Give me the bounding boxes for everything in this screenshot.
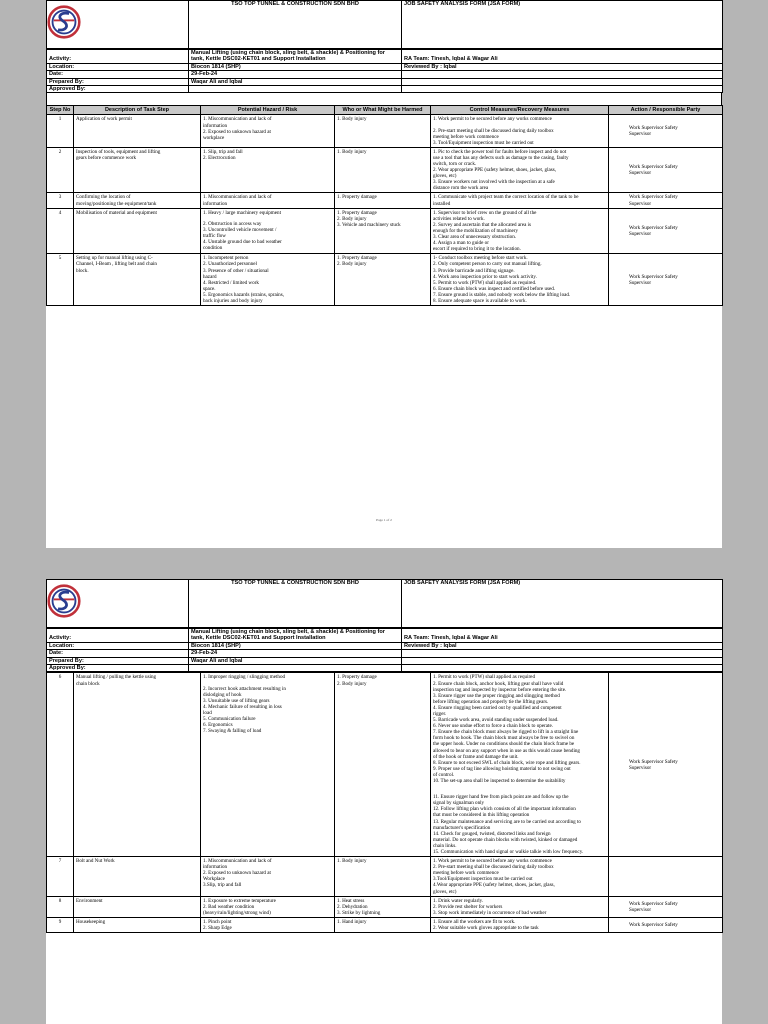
step-number: 5 xyxy=(47,254,74,306)
cell-line: dislodging of hook xyxy=(203,691,242,698)
cell-harmed xyxy=(335,917,431,932)
cell-task xyxy=(74,896,201,917)
prepared-label: Prepared By: xyxy=(47,657,189,664)
cell-line: Supervisor xyxy=(629,230,652,237)
cell-line: 4. Restricted / limited work xyxy=(203,279,259,286)
cell-line: 1. Body injury xyxy=(337,858,367,865)
cell-line: space. xyxy=(203,285,216,292)
cell-line: 1. Heavy / large machinery equipment xyxy=(203,209,281,216)
cell-action xyxy=(609,115,723,147)
col-harmed: Who or What Might be Harmed xyxy=(335,106,431,115)
cell-line: 5. Communication failure xyxy=(203,716,256,722)
cell-line: 2. Body injury xyxy=(337,215,367,222)
cell-line: 13. Regular maintenance and servicing are to be carried out according to xyxy=(433,818,581,825)
cell-line: 5. Ergonomics hazards (strains, sprains, xyxy=(203,291,284,298)
cell-line: 4. Assign a man to guide or xyxy=(433,240,489,247)
page-footer: Page 1 of 2 xyxy=(376,518,392,522)
cell-action xyxy=(609,208,723,254)
jsa-info-table xyxy=(46,49,723,93)
cell-hazard xyxy=(201,115,335,147)
cell-harmed xyxy=(335,857,431,897)
cell-line: that must be considered in this lifting operation xyxy=(433,812,530,819)
cell-line: 1. Property damage xyxy=(337,209,377,216)
cell-line: 2. Only competent person to carry out manual lifting. xyxy=(433,261,542,268)
cell-line: Supervisor xyxy=(629,200,652,207)
cell-line: 1. Incompetent person xyxy=(203,255,249,262)
step-number: 8 xyxy=(47,896,74,917)
cell-line: 1. Property damage xyxy=(337,194,377,201)
cell-line: escort if required to bring it to the location. xyxy=(433,246,521,253)
cell-line: 1. Work permit to be secured before any works commence xyxy=(433,858,552,865)
cell-action xyxy=(609,857,723,897)
cell-hazard xyxy=(201,147,335,193)
step-number: 9 xyxy=(47,917,74,932)
jsa-header-table xyxy=(46,0,723,49)
cell-line: distance rom the work area xyxy=(433,185,489,192)
cell-control xyxy=(431,917,609,932)
table-row xyxy=(47,147,723,193)
cell-line: 3. Vehicle and machinery stuck xyxy=(337,221,401,228)
table-row xyxy=(47,193,723,208)
cell-hazard xyxy=(201,917,335,932)
cell-line: 2. Pre-start meeting shall be discussed during daily toolbox xyxy=(433,864,554,871)
cell-line: 1. Slip, trip and fall xyxy=(203,148,243,155)
cell-line: Channel, I-Beam , lifting belt and chain xyxy=(76,261,157,268)
cell-line: 15. Communication with hand signal or walkie talkie with low frequency. xyxy=(433,848,584,855)
cell-line: Supervisor xyxy=(629,764,652,771)
jsa-header-table-p2 xyxy=(46,579,723,628)
col-action: Action / Responsible Party xyxy=(609,106,723,115)
cell-line: 3. Stop work immediately in occurrence of bad weather xyxy=(433,909,547,916)
cell-line: Supervisor xyxy=(629,906,652,913)
cell-line: switch, torn or crack. xyxy=(433,161,477,167)
cell-control xyxy=(431,115,609,147)
cell-task xyxy=(74,917,201,932)
col-control: Control Measures/Recovery Measures xyxy=(431,106,609,115)
cell-line: Bolt and Nut Work xyxy=(76,858,115,865)
cell-line: 2. Unauthorized personnel xyxy=(203,261,257,268)
cell-line: moving/positioning the equipment/tank xyxy=(76,200,157,207)
cell-line: 1. Body injury xyxy=(337,116,367,123)
cell-harmed xyxy=(335,115,431,147)
cell-line: 1. Miscommunication and lack of xyxy=(203,858,272,865)
cell-line: Work Supervisor Safety xyxy=(629,224,678,231)
cell-line: load xyxy=(203,709,212,716)
cell-line: Work Supervisor Safety xyxy=(629,164,678,171)
cell-line: 2. Body injury xyxy=(337,261,367,268)
cell-line: 7. Ensure the chain block must always be rigged to lift in a straight line xyxy=(433,729,579,736)
table-row xyxy=(47,917,723,932)
cell-line: 1. Pinch point xyxy=(203,918,232,925)
activity-value: Manual Lifting (using chain block, sling belt, & shackle) & Positioning for tank, Kettle DSC02-KET01 and Support Installation xyxy=(189,629,402,643)
date-label: Date: xyxy=(47,71,189,78)
cell-line: 3. Clear area of unnecessary obstruction. xyxy=(433,234,517,241)
cell-line: 7. Swaying & falling of load xyxy=(203,728,262,735)
cell-line: 8. Ensure to not exceed SWL of chain block, wire rope and lifting gears. xyxy=(433,759,581,766)
cell-line: (heavy/rain/lighting/strong wind) xyxy=(203,909,271,916)
cell-task xyxy=(74,673,201,857)
cell-line: installed xyxy=(433,200,451,207)
cell-line: 3. Tool/Equipment inspection must be carried out xyxy=(433,139,534,146)
cell-line: 5. Permit to work (PTW) shall applied as required. xyxy=(433,279,537,286)
cell-line: 3. Presence of other / situational xyxy=(203,267,269,274)
cell-line: 2. Incorrect hook attachment resulting in xyxy=(203,685,286,692)
cell-line: block. xyxy=(76,267,89,274)
cell-line: Work Supervisor Safety xyxy=(629,921,678,928)
cell-task xyxy=(74,147,201,193)
step-number: 7 xyxy=(47,857,74,897)
cell-line: 3. Provide barricade and lifting signage. xyxy=(433,267,515,274)
step-number: 2 xyxy=(47,147,74,193)
cell-line: 1. Body injury xyxy=(337,148,367,155)
cell-line: 2. Bad weather condition xyxy=(203,903,255,910)
logo-cell xyxy=(47,580,189,628)
cell-line: signal by signalman only xyxy=(433,800,485,807)
cell-line: 2. Pre-start meeting shall be discussed during daily toolbox xyxy=(433,127,554,134)
cell-line: Work Supervisor Safety xyxy=(629,273,678,280)
reviewed-by: Reviewed By : Iqbal xyxy=(402,642,723,649)
cell-line: meeting before work commence xyxy=(433,133,499,140)
cell-line: of the hook or frame and damage the unit. xyxy=(433,753,519,760)
jsa-steps-table xyxy=(46,105,723,306)
cell-line: material. Do not operate chain blocks with twisted, kinked or damaged xyxy=(433,836,578,843)
reviewed-by: Reviewed By : Iqbal xyxy=(402,63,723,70)
cell-line: 1. Hand injury xyxy=(337,918,367,925)
cell-line: Mobilisation of material and equipment xyxy=(76,209,157,216)
cell-hazard xyxy=(201,896,335,917)
cell-line: 2. Wear appropriate PPE (safety helmet, shoes, jacket, glass, xyxy=(433,167,556,174)
cell-line: gloves, etc) xyxy=(433,888,457,895)
col-hazard: Potential Hazard / Risk xyxy=(201,106,335,115)
cell-line: 1. Miscommunication and lack of xyxy=(203,116,272,123)
cell-line: 3.Tool/Equipment inspection must be carried out xyxy=(433,876,533,883)
cell-line: Supervisor xyxy=(629,170,652,177)
cell-line: 4. Ensure ringging been carried out by qualified and competent xyxy=(433,704,562,711)
cell-hazard xyxy=(201,673,335,857)
cell-line: 1. Work permit to be secured before any works commence xyxy=(433,116,552,123)
cell-control xyxy=(431,193,609,208)
cell-line: the upper hook. Under no conditions should the chain block frame be xyxy=(433,741,575,748)
cell-line: 1- Conduct toolbox meeting before start work. xyxy=(433,255,528,262)
step-number: 3 xyxy=(47,193,74,208)
cell-line: Supervisor xyxy=(629,279,652,286)
cell-line: 2. Sharp Edge xyxy=(203,925,232,931)
cell-hazard xyxy=(201,208,335,254)
cell-line: 7. Ensure ground is stable, and nobody work below the lifting load. xyxy=(433,291,571,298)
cell-harmed xyxy=(335,147,431,193)
cell-task xyxy=(74,857,201,897)
table-row xyxy=(47,115,723,147)
cell-line: 2. Survey and ascertain that the allocated area is xyxy=(433,221,532,228)
table-row xyxy=(47,673,723,857)
cell-line: rigger. xyxy=(433,711,447,717)
cell-line: before lifting operation and properly tie the lifting gears. xyxy=(433,698,549,705)
cell-hazard xyxy=(201,193,335,208)
cell-action xyxy=(609,193,723,208)
cell-line: use a tool that has any defects such as damage to the casing, faulty xyxy=(433,154,569,161)
cell-line: Work Supervisor Safety xyxy=(629,900,678,907)
cell-action xyxy=(609,254,723,306)
cell-harmed xyxy=(335,896,431,917)
cell-line: 1. Miscommunication and lack of xyxy=(203,194,272,201)
table-row xyxy=(47,896,723,917)
cell-line: 2. Provide rest shelter for workers xyxy=(433,903,503,910)
company-logo-icon xyxy=(47,5,81,39)
cell-line: 8. Ensure adequate space is available to work. xyxy=(433,297,527,304)
jsa-info-table-p2 xyxy=(46,628,723,672)
cell-task xyxy=(74,254,201,306)
cell-line: 1. Improper ringging / slingging method xyxy=(203,674,286,681)
cell-line: 5. Barricade work area, avoid standing under suspended load. xyxy=(433,717,559,724)
cell-line: 2. Exposed to unknown hazard at xyxy=(203,870,271,877)
cell-control xyxy=(431,896,609,917)
cell-hazard xyxy=(201,857,335,897)
cell-line: Manual lifting / pulling the kettle using xyxy=(76,674,157,681)
cell-task xyxy=(74,115,201,147)
cell-line: 1. Ensure all the workers are fit to work. xyxy=(433,918,516,925)
cell-task xyxy=(74,208,201,254)
cell-action xyxy=(609,147,723,193)
cell-line: information xyxy=(203,200,228,207)
cell-line: inspection tag and inspected by inspector before entering the site. xyxy=(433,686,567,693)
cell-line: 1. Supervisor to brief crew on the ground of all the xyxy=(433,209,537,216)
prepared-label: Prepared By: xyxy=(47,78,189,85)
cell-line: 2. Obstruction in access way xyxy=(203,220,262,227)
cell-line: Confirming the location of xyxy=(76,194,131,201)
cell-harmed xyxy=(335,208,431,254)
cell-task xyxy=(74,193,201,208)
cell-control xyxy=(431,857,609,897)
location-value: Biocon 1814 (SHP) xyxy=(189,642,402,649)
cell-line: 2. Dehydration xyxy=(337,903,368,910)
cell-line: Environment xyxy=(76,897,103,904)
location-label: Location: xyxy=(47,63,189,70)
step-number: 4 xyxy=(47,208,74,254)
ra-team: RA Team: Tinesh, Iqbal & Wagar Ali xyxy=(402,50,723,64)
cell-line: chain block xyxy=(76,680,100,687)
table-row xyxy=(47,254,723,306)
cell-line: traffic flow xyxy=(203,232,226,239)
cell-line: 3. Ensure workers not involved with the inspection at a safe xyxy=(433,179,555,186)
cell-line: 2. Exposed to unknown hazard at xyxy=(203,128,271,135)
col-task: Description of Task Step xyxy=(74,106,201,115)
cell-line: Setting up for manual lifting using C- xyxy=(76,255,153,262)
cell-line: manufacturer's specification xyxy=(433,824,491,831)
cell-line: 3. Ensure rigger use the proper ringging and slingging method xyxy=(433,692,560,699)
cell-line: 1. Drink water regularly. xyxy=(433,897,484,904)
cell-line: 12. Follow lifting plan which consists of all the important information xyxy=(433,806,576,813)
cell-action xyxy=(609,917,723,932)
jsa-steps-table-p2 xyxy=(46,672,723,933)
cell-line: allowed to bear on any support when in use as this would cause bending xyxy=(433,747,580,754)
cell-line: 4. Mechanic failure of resulting in loss xyxy=(203,703,282,710)
cell-line: 1. Permit to work (PTW) shall applied as required xyxy=(433,674,535,681)
cell-line: gloves, etc) xyxy=(433,173,457,180)
cell-line: information xyxy=(203,864,228,871)
step-number: 6 xyxy=(47,673,74,857)
company-logo-icon xyxy=(47,584,81,618)
step-number: 1 xyxy=(47,115,74,147)
cell-line: 4.Wear appropriate PPE (safety helmet, shoes, jacket, glass, xyxy=(433,882,555,889)
date-label: Date: xyxy=(47,650,189,657)
cell-line: 6. Ergonomics xyxy=(203,722,233,729)
cell-line: 3. Unsuitable use of lifting gears xyxy=(203,697,270,704)
cell-line: Work Supervisor Safety xyxy=(629,194,678,201)
cell-line: condition xyxy=(203,245,223,252)
cell-line: Inspection of tools, equipment and lifting xyxy=(76,148,161,155)
cell-line: 1. Communicate with project team the correct location of the tank to be xyxy=(433,194,579,201)
company-name: TSO TOP TUNNEL & CONSTRUCTION SDN BHD xyxy=(189,1,402,49)
logo-cell xyxy=(47,1,189,49)
cell-line: 4. Work area inspection prior to start work activity. xyxy=(433,273,537,280)
cell-line: back injuries and body injury xyxy=(203,297,263,304)
cell-line: 1. Exposure to extreme temperature xyxy=(203,897,276,904)
cell-control xyxy=(431,254,609,306)
cell-line: Work Supervisor Safety xyxy=(629,758,678,765)
table-row xyxy=(47,208,723,254)
cell-control xyxy=(431,208,609,254)
activity-label: Activity: xyxy=(47,50,189,64)
cell-line: 6. Never use undue effort to force a chain block to operate. xyxy=(433,723,553,730)
cell-line: 1. Property damage xyxy=(337,255,377,262)
document-page-2 xyxy=(46,579,722,1024)
location-label: Location: xyxy=(47,642,189,649)
cell-control xyxy=(431,673,609,857)
prepared-value: Waqar Ali and Iqbal xyxy=(189,657,402,664)
cell-line: 3. Uncontrolled vehicle movement / xyxy=(203,226,277,233)
cell-line: 1. Pic to check the power tool for faults before inspect and do not xyxy=(433,148,567,155)
cell-action xyxy=(609,896,723,917)
date-value: 29-Feb-24 xyxy=(189,71,402,78)
cell-line: 2. Electrocution xyxy=(203,154,236,161)
cell-line: 6. Ensure chain block was inspect and certified before used. xyxy=(433,285,556,292)
form-title: JOB SAFETY ANALYSIS FORM (JSA FORM) xyxy=(402,580,723,628)
cell-line: 3. Strike by lightning xyxy=(337,909,381,916)
company-name: TSO TOP TUNNEL & CONSTRUCTION SDN BHD xyxy=(189,580,402,628)
cell-line: chain links. xyxy=(433,842,457,849)
location-value: Biocon 1814 (SHP) xyxy=(189,63,402,70)
cell-line: enough for the mobilization of machinery xyxy=(433,227,519,234)
ra-team: RA Team: Tinesh, Iqbal & Wagar Ali xyxy=(402,629,723,643)
activity-value: Manual Lifting (using chain block, sling belt, & shackle) & Positioning for tank, Kettle DSC02-KET01 and Support Installation xyxy=(189,50,402,64)
cell-line: hazard xyxy=(203,273,217,280)
cell-line: Application of work permit xyxy=(76,116,132,123)
form-title: JOB SAFETY ANALYSIS FORM (JSA FORM) xyxy=(402,1,723,49)
cell-line: meeting before work commence xyxy=(433,870,499,877)
cell-action xyxy=(609,673,723,857)
prepared-value: Waqar Ali and Iqbal xyxy=(189,78,402,85)
cell-line: Workplace xyxy=(203,876,225,883)
cell-line: 4. Unstable ground due to bad weather xyxy=(203,239,282,246)
cell-line: form hook to hook. The chain block must always be free to swivel on xyxy=(433,735,575,742)
cell-line: workplace xyxy=(203,134,225,141)
col-step: Step No xyxy=(47,106,74,115)
approved-label: Approved By: xyxy=(47,665,189,672)
cell-line: 3.Slip, trip and fall xyxy=(203,882,242,889)
cell-line: 9. Proper use of tag line allowing hoisting material to not swing out xyxy=(433,765,571,772)
table-row xyxy=(47,857,723,897)
cell-line: gears before commence work xyxy=(76,154,137,161)
cell-line: of control. xyxy=(433,771,455,778)
cell-hazard xyxy=(201,254,335,306)
date-value: 29-Feb-24 xyxy=(189,650,402,657)
activity-label: Activity: xyxy=(47,629,189,643)
cell-line: 10. The set-up area shall be inspected to determine the suitability xyxy=(433,778,566,785)
cell-line: 11. Ensure rigger hand free from pinch point are and follow up the xyxy=(433,794,569,801)
cell-line: 2. Ensure chain block, anchor hook, lifting gear shall have valid xyxy=(433,680,564,687)
cell-harmed xyxy=(335,193,431,208)
cell-line: 1. Property damage xyxy=(337,674,377,681)
cell-line: Housekeeping xyxy=(76,918,106,925)
cell-line: activities related to work. xyxy=(433,215,485,222)
cell-line: Supervisor xyxy=(629,131,652,138)
cell-harmed xyxy=(335,673,431,857)
approved-label: Approved By: xyxy=(47,86,189,93)
cell-line: 2. Body injury xyxy=(337,680,367,687)
cell-line: 1. Heat stress xyxy=(337,897,365,904)
document-page-1 xyxy=(46,0,722,548)
cell-control xyxy=(431,147,609,193)
cell-harmed xyxy=(335,254,431,306)
cell-line: 14. Check for gouged, twisted, distorted links and foreign xyxy=(433,830,551,837)
cell-line: information xyxy=(203,122,228,129)
cell-line: 2. Wear suitable work gloves appropriate to the task xyxy=(433,925,539,931)
cell-line: Work Supervisor Safety xyxy=(629,125,678,132)
